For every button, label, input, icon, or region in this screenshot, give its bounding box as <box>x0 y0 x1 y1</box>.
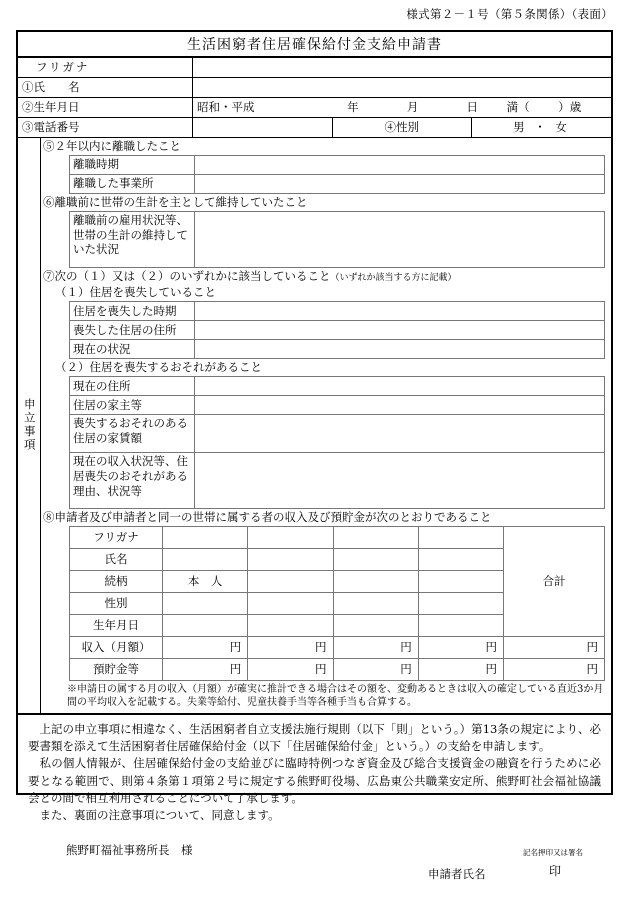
income-dob-c2[interactable] <box>248 614 333 636</box>
claims-body <box>41 138 611 713</box>
s7a-row2-label: 現在の状況 <box>70 340 195 359</box>
declaration-section <box>18 715 611 897</box>
declaration-paragraph-1: 上記の申立事項に相違なく、生活困窮者自立支援法施行規則（以下「則」という。）第13条の規定により、必要書類を添えて生活困窮者住居確保給付金（以下「住居確保給付金」という。）の支給を申請します。 <box>28 721 601 754</box>
income-furigana-c4[interactable] <box>418 526 503 548</box>
income-note: ※申請日の属する月の収入（月額）が確実に推計できる場合はその額を、変動あるときは収入の確定している直近3か月間の平均収入を記載する。失業等給付、児童扶養手当等各種手当も合算する。 <box>67 683 604 709</box>
table-row <box>70 211 605 267</box>
name-input[interactable] <box>193 78 612 98</box>
income-dob-c4[interactable] <box>418 614 503 636</box>
section5-row0-input[interactable] <box>195 155 605 174</box>
income-amount-c4[interactable]: 円 <box>418 636 503 658</box>
table-row <box>70 395 605 414</box>
savings-c4[interactable]: 円 <box>418 658 503 680</box>
income-name-c3[interactable] <box>333 548 418 570</box>
s7a-row0-label: 住居を喪失した時期 <box>70 302 195 321</box>
section7-sub1-heading: （１）住居を喪失していること <box>55 285 216 300</box>
income-name-c1[interactable] <box>163 548 248 570</box>
dob-age-suffix: ）歳 <box>558 100 582 115</box>
seal-box[interactable]: 印 <box>548 864 561 879</box>
savings-c1[interactable]: 円 <box>163 658 248 680</box>
income-furigana-c1[interactable] <box>163 526 248 548</box>
claims-side-label: 申立事項 <box>22 398 37 453</box>
claims-section <box>18 138 611 715</box>
table-row-savings <box>70 658 605 680</box>
income-dob-c3[interactable] <box>333 614 418 636</box>
table-row <box>70 302 605 321</box>
income-amount-c2[interactable]: 円 <box>248 636 333 658</box>
income-sex-label: 性別 <box>70 592 163 614</box>
s7b-row0-input[interactable] <box>195 376 605 395</box>
dob-label: ②生年月日 <box>18 98 193 118</box>
name-label: ①氏 名 <box>18 78 193 98</box>
section6-row0-label: 離職前の雇用状況等、世帯の生計の維持していた状況 <box>70 211 195 267</box>
dob-year: 年 <box>347 100 359 115</box>
declaration-paragraph-3: また、裏面の注意事項について、同意します。 <box>39 808 280 823</box>
section7-sub2-heading: （２）住居を喪失するおそれがあること <box>55 360 262 375</box>
dob-day: 日 <box>466 100 478 115</box>
table-row <box>70 174 605 193</box>
signature-area <box>28 842 601 896</box>
applicant-name-label: 申請者氏名 <box>428 867 486 882</box>
tel-input[interactable] <box>193 118 333 138</box>
table-row <box>70 376 605 395</box>
table-row-income-amount <box>70 636 605 658</box>
income-name-c4[interactable] <box>418 548 503 570</box>
table-row-income-furigana <box>70 526 605 548</box>
table-row-dob <box>18 98 611 118</box>
s7a-row2-input[interactable] <box>195 340 605 359</box>
section7-sub1-table <box>69 301 605 359</box>
section5-heading: ⑤２年以内に離職したこと <box>43 139 181 153</box>
furigana-input[interactable] <box>193 58 612 78</box>
income-table <box>69 526 605 681</box>
s7b-row3-label: 現在の収入状況等、住居喪失のおそれがある理由、状況等 <box>70 452 195 508</box>
identity-table <box>18 57 611 138</box>
seal-note: 記名押印又は署名 <box>523 848 583 858</box>
savings-c2[interactable]: 円 <box>248 658 333 680</box>
section5-row0-label: 離職時期 <box>70 155 195 174</box>
income-furigana-c3[interactable] <box>333 526 418 548</box>
dob-era: 昭和・平成 <box>197 100 255 115</box>
income-name-c2[interactable] <box>248 548 333 570</box>
savings-c3[interactable]: 円 <box>333 658 418 680</box>
section5-row1-input[interactable] <box>195 174 605 193</box>
income-amount-c1[interactable]: 円 <box>163 636 248 658</box>
form-frame <box>16 30 613 882</box>
table-row <box>70 321 605 340</box>
section7-heading-main: ⑦次の（１）又は（２）のいずれかに該当していること <box>43 268 331 283</box>
s7b-row2-label: 喪失するおそれのある住居の家賃額 <box>70 414 195 452</box>
income-name-label: 氏名 <box>70 548 163 570</box>
income-sex-c2[interactable] <box>248 592 333 614</box>
s7b-row2-input[interactable] <box>195 414 605 452</box>
declaration-paragraph-2: 私の個人情報が、住居確保給付金の支給並びに臨時特例つなぎ資金及び総合支援資金の融資を行うために必要となる範囲で、則第４条第１項第２号に規定する熊野町役場、広島東公共職業安定所、熊野町社会福祉協議会との間で相互利用されることについて了承します。 <box>28 756 601 805</box>
s7a-row1-input[interactable] <box>195 321 605 340</box>
section6-table <box>69 211 605 268</box>
table-row-name <box>18 78 611 98</box>
income-total-label: 合計 <box>504 526 605 636</box>
sex-label: ④性別 <box>332 118 472 138</box>
s7b-row3-input[interactable] <box>195 452 605 508</box>
income-relation-c3[interactable] <box>333 570 418 592</box>
section7-sub2-table <box>69 376 605 509</box>
section6-row0-input[interactable] <box>195 211 605 267</box>
dob-input[interactable] <box>193 98 612 118</box>
table-row-tel <box>18 118 611 138</box>
s7a-row0-input[interactable] <box>195 302 605 321</box>
income-sex-c1[interactable] <box>163 592 248 614</box>
table-row <box>70 340 605 359</box>
furigana-label: フリガナ <box>18 58 193 78</box>
income-furigana-c2[interactable] <box>248 526 333 548</box>
table-row <box>70 452 605 508</box>
claims-side-label-cell <box>18 138 41 713</box>
income-relation-c2[interactable] <box>248 570 333 592</box>
income-relation-c4[interactable] <box>418 570 503 592</box>
table-row <box>70 414 605 452</box>
income-relation-label: 続柄 <box>70 570 163 592</box>
income-sex-c3[interactable] <box>333 592 418 614</box>
dob-age-prefix: 満（ <box>506 100 530 115</box>
income-relation-c1[interactable]: 本 人 <box>163 570 248 592</box>
income-amount-c3[interactable]: 円 <box>333 636 418 658</box>
sex-value[interactable]: 男 ・ 女 <box>472 118 612 138</box>
dob-month: 月 <box>406 100 419 115</box>
addressee: 熊野町福祉事務所長 様 <box>66 843 193 858</box>
form-code: 様式第２－１号（第５条関係）（表面） <box>406 7 613 21</box>
income-dob-c1[interactable] <box>163 614 248 636</box>
table-row <box>70 155 605 174</box>
s7b-row0-label: 現在の住所 <box>70 376 195 395</box>
section6-heading: ⑥離職前に世帯の生計を主として維持していたこと <box>43 194 308 209</box>
savings-label: 預貯金等 <box>70 658 163 680</box>
income-dob-label: 生年月日 <box>70 614 163 636</box>
income-furigana-label: フリガナ <box>70 526 163 548</box>
s7b-row1-label: 住居の家主等 <box>70 395 195 414</box>
s7b-row1-input[interactable] <box>195 395 605 414</box>
section8-heading: ⑧申請者及び申請者と同一の世帯に属する者の収入及び預貯金が次のとおりであること <box>43 509 492 524</box>
section7-heading <box>41 268 611 285</box>
page-title: 生活困窮者住居確保給付金支給申請書 <box>18 32 611 57</box>
section5-table <box>69 155 605 194</box>
income-amount-total[interactable]: 円 <box>504 636 605 658</box>
income-amount-label: 収入（月額） <box>70 636 163 658</box>
tel-label: ③電話番号 <box>18 118 193 138</box>
savings-total[interactable]: 円 <box>504 658 605 680</box>
table-row-furigana <box>18 58 611 78</box>
income-table-wrap <box>69 526 605 681</box>
section5-row1-label: 離職した事業所 <box>70 174 195 193</box>
section7-heading-note: （いずれか該当する方に記載） <box>330 272 457 283</box>
income-sex-c4[interactable] <box>418 592 503 614</box>
s7a-row1-label: 喪失した住居の住所 <box>70 321 195 340</box>
